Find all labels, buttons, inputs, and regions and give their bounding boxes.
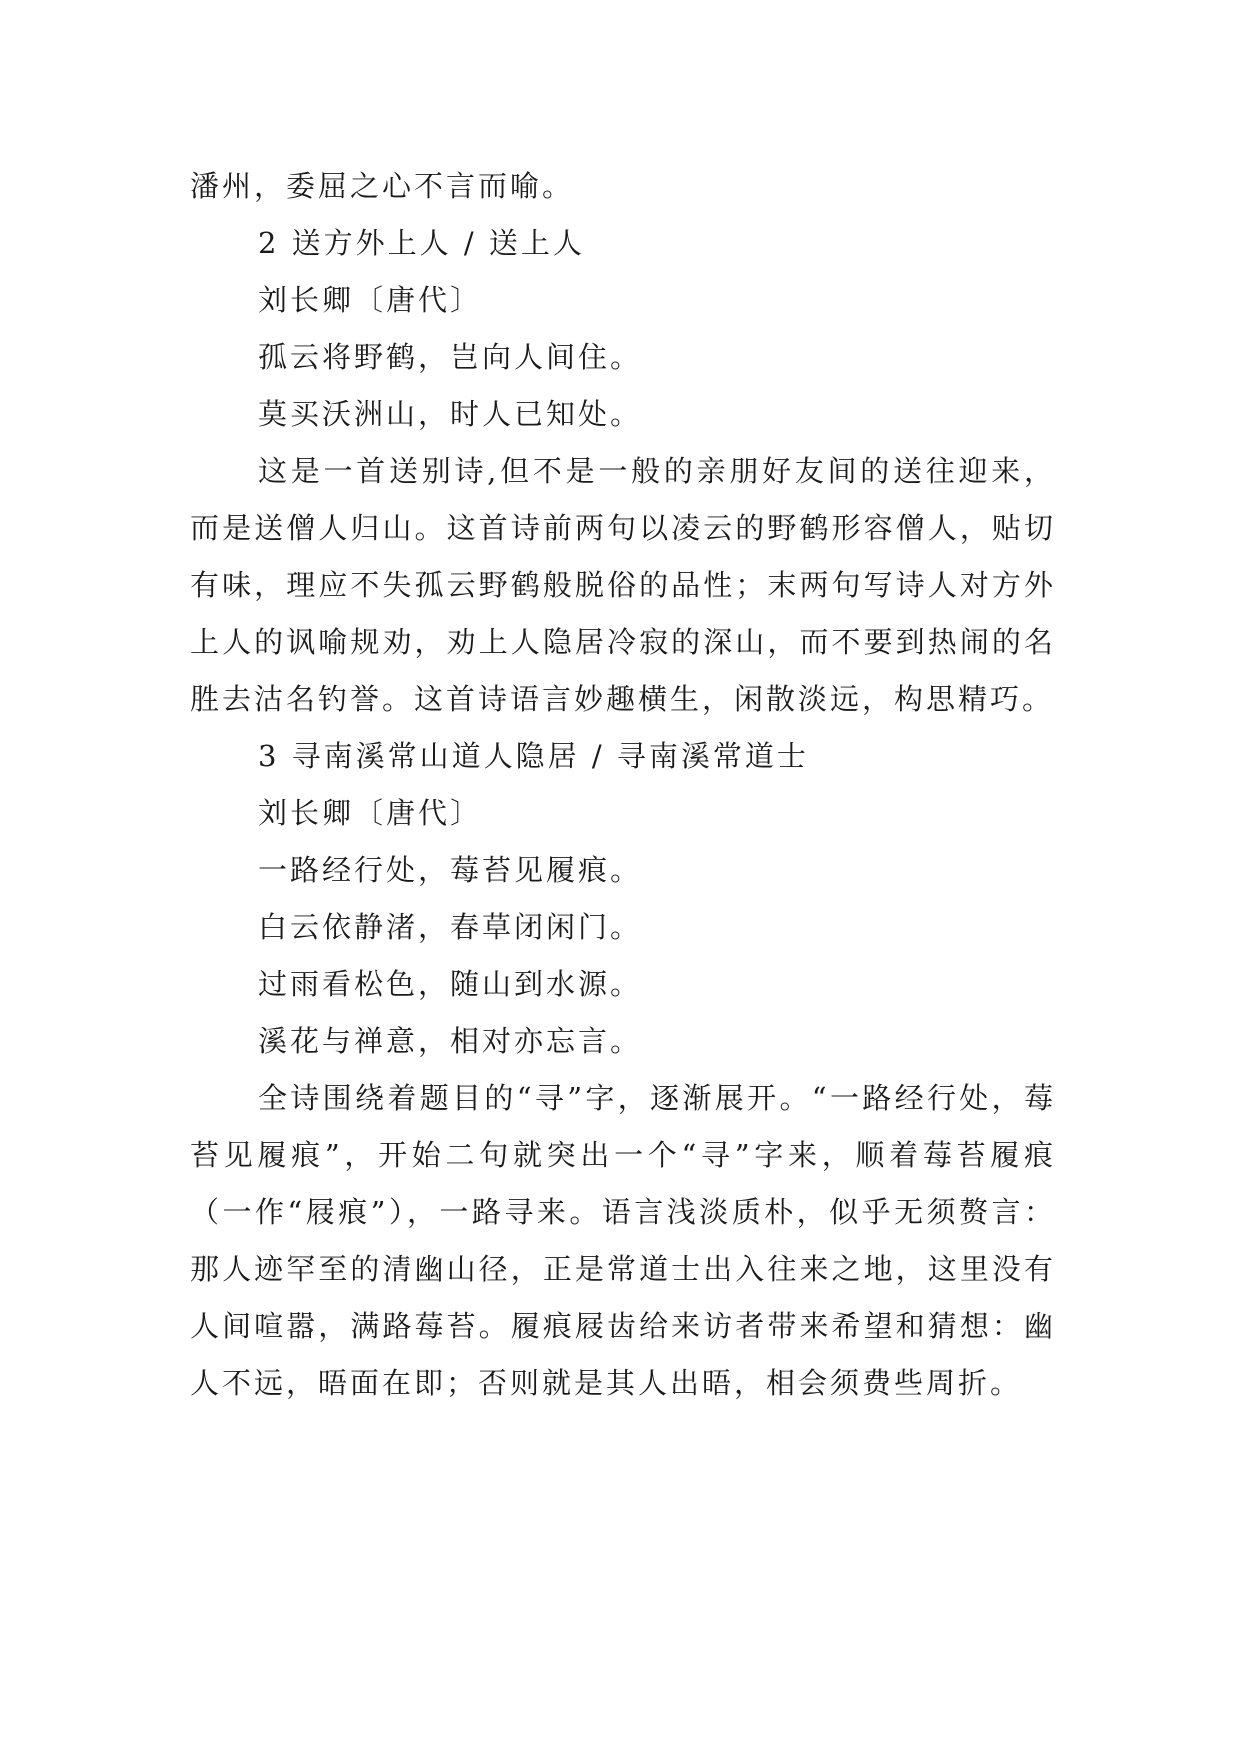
document-body xyxy=(190,158,1056,1412)
poem-title: 3 寻南溪常山道人隐居 / 寻南溪常道士 xyxy=(258,739,809,773)
poem-author: 刘长卿〔唐代〕 xyxy=(258,283,483,317)
poem-commentary: 全诗围绕着题目的“寻”字，逐渐展开。“一路经行处，莓苔见履痕”，开始二句就突出一个“寻”字来，顺着莓苔履痕（一作“屐痕”），一路寻来。语言浅淡质朴，似乎无须赘言：那人迹罕至的清幽山径，正是常道士出入往来之地，这里没有人间喧嚣，满路莓苔。履痕屐齿给来访者带来希望和猜想：幽人不远，晤面在即；否则就是其人出晤，相会须费些周折。 xyxy=(190,1081,1056,1400)
poem-section-3 xyxy=(190,728,1056,1412)
poem-title: 2 送方外上人 / 送上人 xyxy=(258,226,585,260)
poem-line: 一路经行处，莓苔见履痕。 xyxy=(258,853,643,887)
poem-line: 过雨看松色，随山到水源。 xyxy=(258,967,643,1001)
poem-line: 白云依静渚，春草闭闲门。 xyxy=(258,910,643,944)
opening-line: 潘州，委屈之心不言而喻。 xyxy=(190,169,575,203)
poem-line: 莫买沃洲山，时人已知处。 xyxy=(258,397,643,431)
poem-author: 刘长卿〔唐代〕 xyxy=(258,796,483,830)
poem-commentary: 这是一首送别诗,但不是一般的亲朋好友间的送往迎来，而是送僧人归山。这首诗前两句以凌云的野鹤形容僧人，贴切有味，理应不失孤云野鹤般脱俗的品性；末两句写诗人对方外上人的讽喻规劝，劝上人隐居冷寂的深山，而不要到热闹的名胜去沽名钓誉。这首诗语言妙趣横生，闲散淡远，构思精巧。 xyxy=(190,454,1056,716)
poem-section-2 xyxy=(190,215,1056,728)
poem-line: 孤云将野鹤，岂向人间住。 xyxy=(258,340,643,374)
poem-line: 溪花与禅意，相对亦忘言。 xyxy=(258,1024,643,1058)
